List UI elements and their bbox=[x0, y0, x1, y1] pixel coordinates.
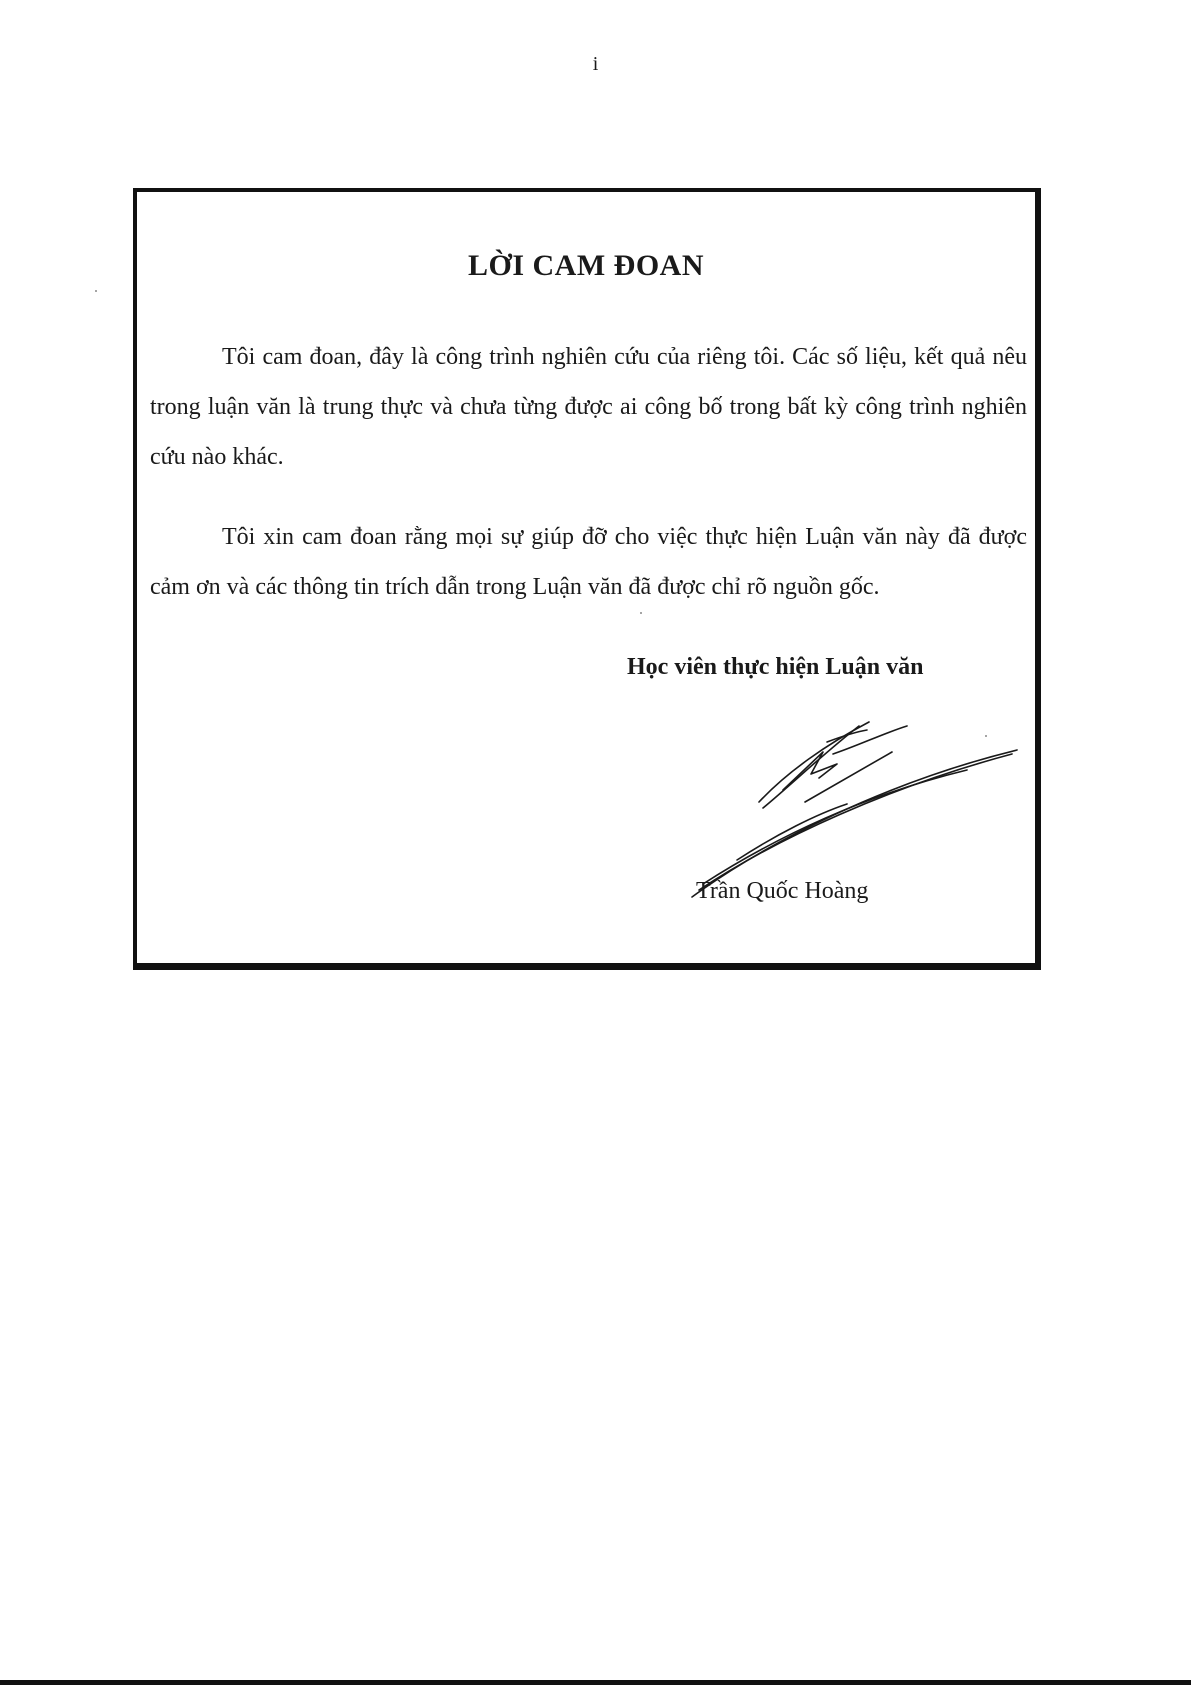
declaration-box bbox=[133, 188, 1041, 970]
scan-speck bbox=[985, 735, 987, 737]
declaration-paragraph: Tôi cam đoan, đây là công trình nghiên cứu của riêng tôi. Các số liệu, kết quả nêu trong luận văn là trung thực và chưa từng được ai công bố trong bất kỳ công trình nghiên cứu nào khác. bbox=[150, 344, 1027, 470]
scan-speck bbox=[640, 612, 642, 614]
scan-edge-line bbox=[0, 1680, 1191, 1685]
declaration-title: LỜI CAM ĐOAN bbox=[468, 249, 704, 282]
page-number: i bbox=[592, 53, 599, 75]
scan-speck bbox=[95, 290, 97, 292]
signer-title: Học viên thực hiện Luận văn bbox=[627, 654, 924, 680]
declaration-paragraph: Tôi xin cam đoan rằng mọi sự giúp đỡ cho việc thực hiện Luận văn này đã được cảm ơn và các thông tin trích dẫn trong Luận văn đã được chỉ rõ nguồn gốc. bbox=[150, 524, 1027, 600]
signer-name: Trần Quốc Hoàng bbox=[696, 878, 869, 904]
